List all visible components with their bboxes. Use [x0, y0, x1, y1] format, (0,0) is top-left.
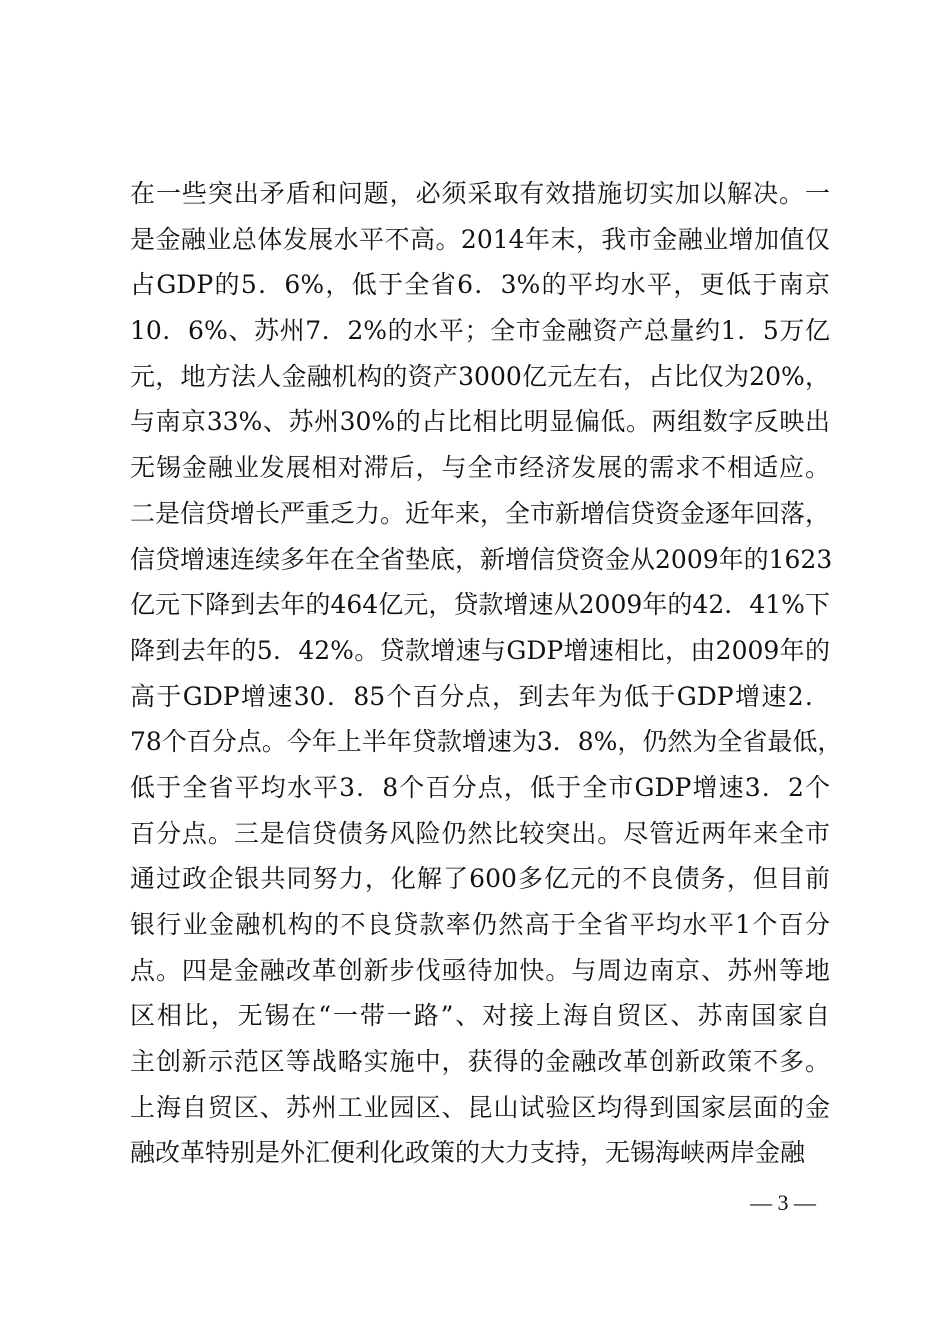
text-line: 与南京33%、苏州30%的占比相比明显偏低。两组数字反映出 — [130, 407, 830, 437]
text-line: 是金融业总体发展水平不高。2014年末，我市金融业增加值仅 — [130, 224, 830, 254]
text-line: 百分点。三是信贷债务风险仍然比较突出。尽管近两年来全市 — [130, 818, 830, 848]
text-line: 无锡金融业发展相对滞后，与全市经济发展的需求不相适应。 — [130, 453, 830, 483]
text-line: 点。四是金融改革创新步伐亟待加快。与周边南京、苏州等地 — [130, 955, 830, 985]
page-number: — 3 — — [750, 1190, 816, 1215]
text-line: 通过政企银共同努力，化解了600多亿元的不良债务，但目前 — [130, 864, 830, 894]
text-line: 10．6%、苏州7．2%的水平；全市金融资产总量约1．5万亿 — [130, 316, 830, 346]
text-line: 上海自贸区、苏州工业园区、昆山试验区均得到国家层面的金 — [130, 1092, 830, 1122]
text-line: 高于GDP增速30．85个百分点，到去年为低于GDP增速2． — [130, 681, 830, 711]
body-text — [130, 171, 843, 1176]
text-line: 降到去年的5．42%。贷款增速与GDP增速相比，由2009年的 — [130, 635, 830, 665]
text-line: 元，地方法人金融机构的资产3000亿元左右，占比仅为20%， — [130, 361, 830, 391]
text-line: 占GDP的5．6%，低于全省6．3%的平均水平，更低于南京 — [130, 270, 830, 300]
text-line: 银行业金融机构的不良贷款率仍然高于全省平均水平1个百分 — [130, 910, 830, 939]
text-line: 信贷增速连续多年在全省垫底，新增信贷资金从2009年的1623 — [130, 544, 833, 574]
text-line: 区相比，无锡在“一带一路”、对接上海自贸区、苏南国家自 — [130, 1001, 830, 1031]
text-line: 亿元下降到去年的464亿元，贷款增速从2009年的42．41%下 — [130, 590, 830, 620]
text-line: 78个百分点。今年上半年贷款增速为3．8%，仍然为全省最低， — [130, 727, 843, 757]
text-line: 二是信贷增长严重乏力。近年来，全市新增信贷资金逐年回落， — [130, 498, 831, 528]
text-line: 主创新示范区等战略实施中，获得的金融改革创新政策不多。 — [130, 1047, 830, 1077]
text-line: 低于全省平均水平3．8个百分点，低于全市GDP增速3．2个 — [130, 772, 830, 802]
text-line: 融改革特别是外汇便利化政策的大力支持，无锡海峡两岸金融 — [130, 1138, 806, 1168]
text-line: 在一些突出矛盾和问题，必须采取有效措施切实加以解决。一 — [130, 179, 830, 208]
